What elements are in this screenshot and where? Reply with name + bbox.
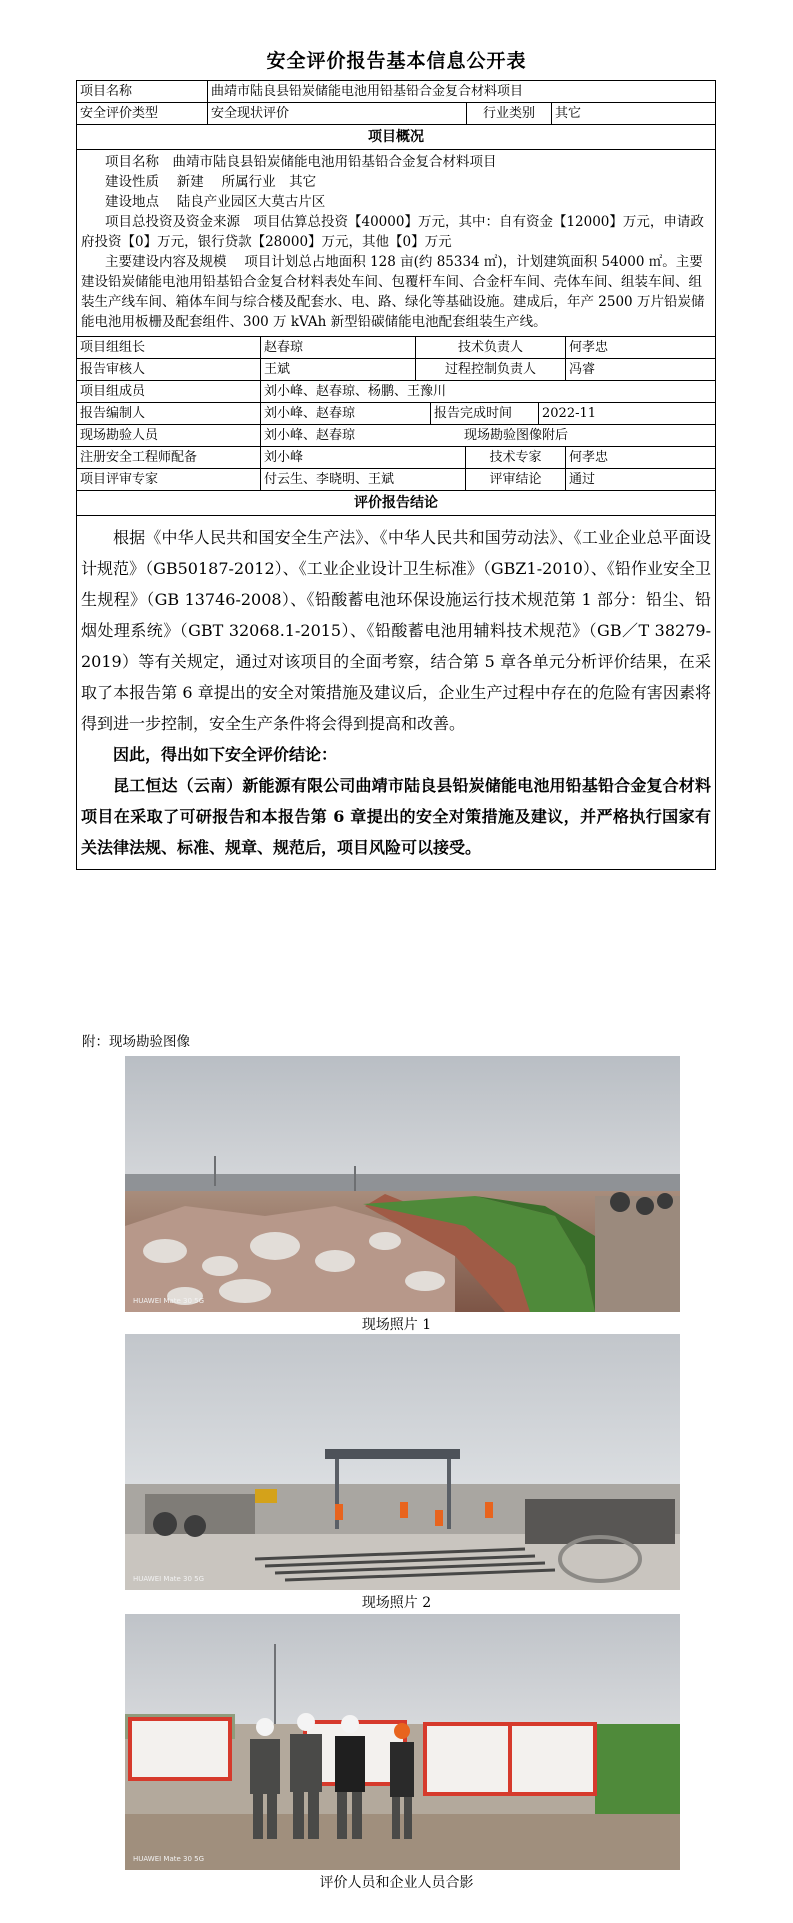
row-author xyxy=(77,403,715,425)
conclusion-paragraph-3: 昆工恒达（云南）新能源有限公司曲靖市陆良县铅炭储能电池用铅基铅合金复合材料项目在采取了可研报告和本报告第 6 章提出的安全对策措施及建议，并严格执行国家有关法律法规、标准、规章、规范后，项目风险可以接受。 xyxy=(81,776,711,857)
project-name-label: 项目名称 xyxy=(77,81,208,102)
attachment-label: 附：现场勘验图像 xyxy=(82,1034,190,1050)
row-review-expert xyxy=(77,469,715,491)
photo1-watermark: HUAWEI Mate 30 5G xyxy=(133,1297,205,1305)
date-value: 2022-11 xyxy=(542,406,597,421)
overview-line-1: 项目名称 曲靖市陆良县铅炭储能电池用铅基铅合金复合材料项目 xyxy=(105,154,497,170)
survey-image-note: 现场勘验图像附后 xyxy=(464,428,569,443)
row-eval-type xyxy=(77,103,715,125)
expert-label: 技术专家 xyxy=(466,447,566,468)
eval-type-value: 安全现状评价 xyxy=(208,103,467,124)
leader-value: 赵春琼 xyxy=(261,337,416,358)
reviewer-label: 报告审核人 xyxy=(77,359,261,380)
review-expert-value: 付云生、李晓明、王斌 xyxy=(261,469,466,490)
survey-value: 刘小峰、赵春琼 xyxy=(264,428,356,443)
row-reviewer xyxy=(77,359,715,381)
row-survey xyxy=(77,425,715,447)
members-label: 项目组成员 xyxy=(77,381,261,402)
photo2-caption: 现场照片 2 xyxy=(361,1595,432,1611)
info-table xyxy=(76,80,716,870)
site-photo-1 xyxy=(125,1056,680,1312)
eval-type-label: 安全评价类型 xyxy=(77,103,208,124)
row-conclusion-heading xyxy=(77,491,715,516)
reviewer-value: 王斌 xyxy=(261,359,416,380)
tech-value: 何孝忠 xyxy=(569,340,609,355)
review-result-label: 评审结论 xyxy=(466,469,566,490)
survey-cell xyxy=(261,425,715,446)
review-result-value: 通过 xyxy=(569,472,596,487)
leader-label: 项目组组长 xyxy=(77,337,261,358)
site-photo-3 xyxy=(125,1614,680,1870)
process-value: 冯睿 xyxy=(569,362,596,377)
row-project-name xyxy=(77,81,715,103)
project-name-value: 曲靖市陆良县铅炭储能电池用铅基铅合金复合材料项目 xyxy=(211,84,524,99)
tech-label: 技术负责人 xyxy=(416,337,566,358)
site-photo-2-image xyxy=(125,1334,680,1590)
expert-value: 何孝忠 xyxy=(569,450,609,465)
author-value: 刘小峰、赵春琼 xyxy=(261,403,431,424)
photo1-caption: 现场照片 1 xyxy=(361,1317,432,1333)
members-value: 刘小峰、赵春琼、杨鹏、王豫川 xyxy=(264,384,447,399)
site-photo-1-image xyxy=(125,1056,680,1312)
overview-text xyxy=(77,150,715,336)
date-label: 报告完成时间 xyxy=(431,403,539,424)
row-overview xyxy=(77,150,715,337)
process-label: 过程控制负责人 xyxy=(416,359,566,380)
row-overview-heading xyxy=(77,125,715,150)
overview-line-2: 建设性质 新建 所属行业 其它 xyxy=(105,174,317,190)
author-label: 报告编制人 xyxy=(77,403,261,424)
industry-value: 其它 xyxy=(555,106,582,121)
row-conclusion xyxy=(77,516,715,869)
overview-line-5: 主要建设内容及规模 项目计划总占地面积 128 亩(约 85334 ㎡)，计划建筑面积 54000 ㎡。主要建设铅炭储能电池用铅基铅合金复合材料表处车间、包覆杆车间、合金杆车间、壳体车间、组装车间、组装生产线车间、箱体车间与综合楼及配套水、电、路、绿化等基础设施。建成后，年产 2500 万片铅炭储能电池用板栅及配套组件、300 万 kVAh 新型铅碳储能电池配套组装生产线。 xyxy=(81,254,705,330)
engineer-label: 注册安全工程师配备 xyxy=(77,447,261,468)
site-photo-3-image xyxy=(125,1614,680,1870)
conclusion-heading: 评价报告结论 xyxy=(354,495,438,511)
conclusion-text xyxy=(77,516,715,869)
page-title: 安全评价报告基本信息公开表 xyxy=(266,50,527,72)
row-leader xyxy=(77,337,715,359)
overview-line-4: 项目总投资及资金来源 项目估算总投资【40000】万元，其中：自有资金【12000】万元，申请政府投资【0】万元，银行贷款【28000】万元，其他【0】万元 xyxy=(81,214,704,250)
review-expert-label: 项目评审专家 xyxy=(77,469,261,490)
photo3-caption: 评价人员和企业人员合影 xyxy=(319,1875,474,1891)
industry-label: 行业类别 xyxy=(467,103,552,124)
photo3-watermark: HUAWEI Mate 30 5G xyxy=(133,1855,205,1863)
conclusion-paragraph-1: 根据《中华人民共和国安全生产法》、《中华人民共和国劳动法》、《工业企业总平面设计规范》（GB50187-2012）、《工业企业设计卫生标准》（GBZ1-2010）、《铅作业安全卫生规程》（GB 13746-2008）、《铅酸蓄电池环保设施运行技术规范第 1 部分：铅尘、铅烟处理系统》（GBT 32068.1-2015）、《铅酸蓄电池用辅料技术规范》（GB／T 38279-2019）等有关规定，通过对该项目的全面考察，结合第 5 章各单元分析评价结果，在采取了本报告第 6 章提出的安全对策措施及建议后，企业生产过程中存在的危险有害因素将得到进一步控制，安全生产条件将会得到提高和改善。 xyxy=(81,528,711,733)
overview-heading: 项目概况 xyxy=(368,129,424,145)
engineer-value: 刘小峰 xyxy=(261,447,466,468)
survey-label: 现场勘验人员 xyxy=(77,425,261,446)
row-members xyxy=(77,381,715,403)
overview-line-3: 建设地点 陆良产业园区大莫古片区 xyxy=(105,194,326,210)
conclusion-paragraph-2: 因此，得出如下安全评价结论： xyxy=(113,745,338,764)
photo2-watermark: HUAWEI Mate 30 5G xyxy=(133,1575,205,1583)
site-photo-2 xyxy=(125,1334,680,1590)
row-engineer xyxy=(77,447,715,469)
